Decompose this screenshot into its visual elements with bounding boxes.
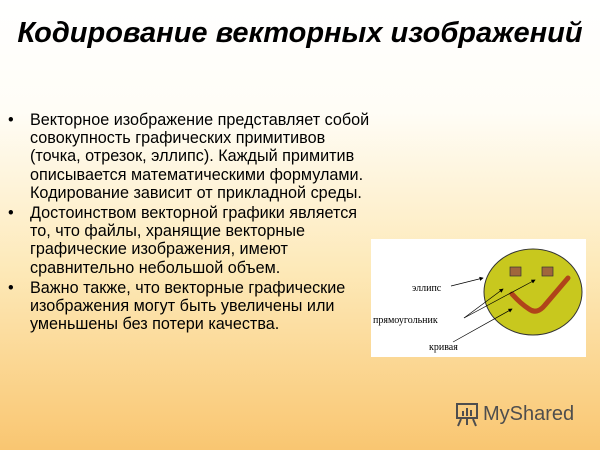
left-eye-rect xyxy=(510,267,521,276)
bullet-text: Векторное изображение представляет собой совокупность графических примитивов (точка, отрезок, эллипс). Каждый примитив описывается математическими формулами. Кодирование зависит от прикладной среды. xyxy=(30,111,370,202)
arrow-ellipse xyxy=(451,278,483,286)
bullet-text: Важно также, что векторные графические изображения могут быть увеличены или уменьшены без потери качества. xyxy=(30,278,346,334)
bullet-item xyxy=(8,279,380,334)
bullet-icon: • xyxy=(8,111,14,129)
bullet-text: Достоинством векторной графики является то, что файлы, хранящие векторные графические изображения, имеют сравнительно небольшой объем. xyxy=(30,204,358,277)
bullet-icon: • xyxy=(8,204,14,223)
label-rectangle: прямоугольник xyxy=(373,315,438,326)
bullet-icon: • xyxy=(8,278,14,297)
slide-title: Кодирование векторных изображений xyxy=(17,17,583,49)
label-ellipse: эллипс xyxy=(412,283,442,294)
watermark-logo xyxy=(455,401,574,427)
watermark-text: MyShared xyxy=(483,402,575,425)
smiley-figure xyxy=(371,239,586,357)
bullet-item xyxy=(8,111,380,202)
presentation-icon xyxy=(455,401,479,427)
bullet-list xyxy=(8,111,380,335)
label-curve: кривая xyxy=(429,342,458,353)
right-eye-rect xyxy=(542,267,553,276)
bullet-item xyxy=(8,204,380,277)
